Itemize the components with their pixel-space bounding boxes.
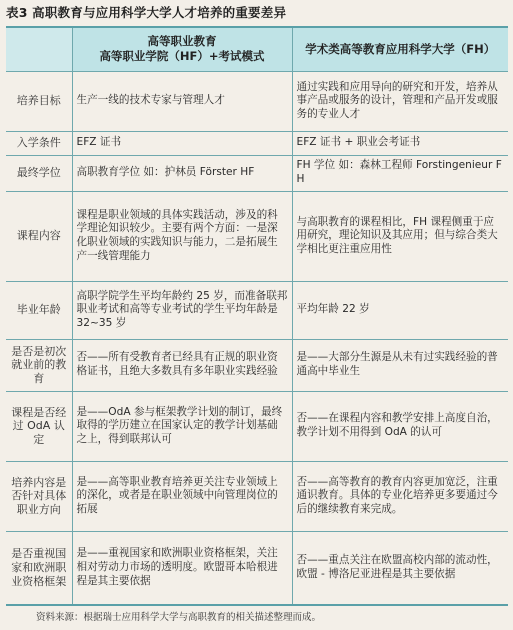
row-hf-cell: 否——所有受教育者已经具有正规的职业资格证书，且绝大多数具有多年职业实践经验	[72, 339, 292, 391]
row-label: 课程内容	[6, 191, 72, 281]
row-fh-cell: 通过实践和应用导向的研究和开发，培养从事产品或服务的设计，管理和产品开发或服务的专业人才	[292, 71, 508, 131]
row-hf-cell: 是——高等职业教育培养更关注专业领域上的深化，或者是在职业领域中向管理岗位的拓展	[72, 461, 292, 531]
table-row	[6, 155, 508, 191]
row-label: 入学条件	[6, 131, 72, 155]
row-hf-cell: 高职教育学位 如：护林员 Förster HF	[72, 155, 292, 191]
row-hf-cell: 生产一线的技术专家与管理人才	[72, 71, 292, 131]
row-fh-cell: EFZ 证书 + 职业会考证书	[292, 131, 508, 155]
header-hf-line2: 高等职业学院（HF）+考试模式	[99, 49, 265, 64]
row-label: 毕业年龄	[6, 281, 72, 339]
row-fh-cell: 平均年龄 22 岁	[292, 281, 508, 339]
table-header-row	[6, 27, 508, 71]
table-row	[6, 71, 508, 131]
row-fh-cell: FH 学位 如：森林工程师 Forstingenieur FH	[292, 155, 508, 191]
row-fh-cell: 否——高等教育的教育内容更加宽泛，注重通识教育。具体的专业化培养更多要通过今后的继续教育来完成。	[292, 461, 508, 531]
table-row	[6, 131, 508, 155]
row-hf-cell: 高职学院学生平均年龄约 25 岁，而准备联邦职业考试和高等专业考试的学生平均年龄是 32~35 岁	[72, 281, 292, 339]
row-hf-cell: EFZ 证书	[72, 131, 292, 155]
row-fh-cell: 否——在课程内容和教学安排上高度自治，教学计划不用得到 OdA 的认可	[292, 391, 508, 461]
header-hf	[72, 27, 292, 71]
row-fh-cell: 是——大部分生源是从未有过实践经验的普通高中毕业生	[292, 339, 508, 391]
row-fh-cell: 与高职教育的课程相比，FH 课程侧重于应用研究，理论知识及其应用；但与综合类大学相比更注重应用性	[292, 191, 508, 281]
table-row	[6, 461, 508, 531]
row-label: 最终学位	[6, 155, 72, 191]
table-row	[6, 339, 508, 391]
row-hf-cell: 是——重视国家和欧洲职业资格框架，关注相对劳动力市场的透明度。欧盟哥本哈根进程是其主要依据	[72, 531, 292, 605]
table-row	[6, 281, 508, 339]
header-corner	[6, 27, 72, 71]
row-label: 培养内容是否针对具体职业方向	[6, 461, 72, 531]
header-hf-line1: 高等职业教育	[147, 34, 217, 49]
source-note: 资料来源：根据瑞士应用科学大学与高职教育的相关描述整理而成。	[36, 612, 322, 623]
row-hf-cell: 课程是职业领域的具体实践活动，涉及的科学理论知识较少。主要有两个方面：一是深化职业领域的实践知识与能力，二是拓展生产一线管理能力	[72, 191, 292, 281]
table-row	[6, 191, 508, 281]
table-caption: 表3 高职教育与应用科学大学人才培养的重要差异	[6, 5, 287, 20]
row-label: 是否是初次就业前的教育	[6, 339, 72, 391]
comparison-table	[6, 26, 508, 606]
row-hf-cell: 是——OdA 参与框架教学计划的制订，最终取得的学历建立在国家认定的教学计划基础之上，得到联邦认可	[72, 391, 292, 461]
table-row	[6, 531, 508, 605]
row-fh-cell: 否——重点关注在欧盟高校内部的流动性，欧盟 - 博洛尼亚进程是其主要依据	[292, 531, 508, 605]
row-label: 培养目标	[6, 71, 72, 131]
row-label: 课程是否经过 OdA 认定	[6, 391, 72, 461]
header-fh: 学术类高等教育应用科学大学（FH）	[292, 27, 508, 71]
row-label: 是否重视国家和欧洲职业资格框架	[6, 531, 72, 605]
table-row	[6, 391, 508, 461]
